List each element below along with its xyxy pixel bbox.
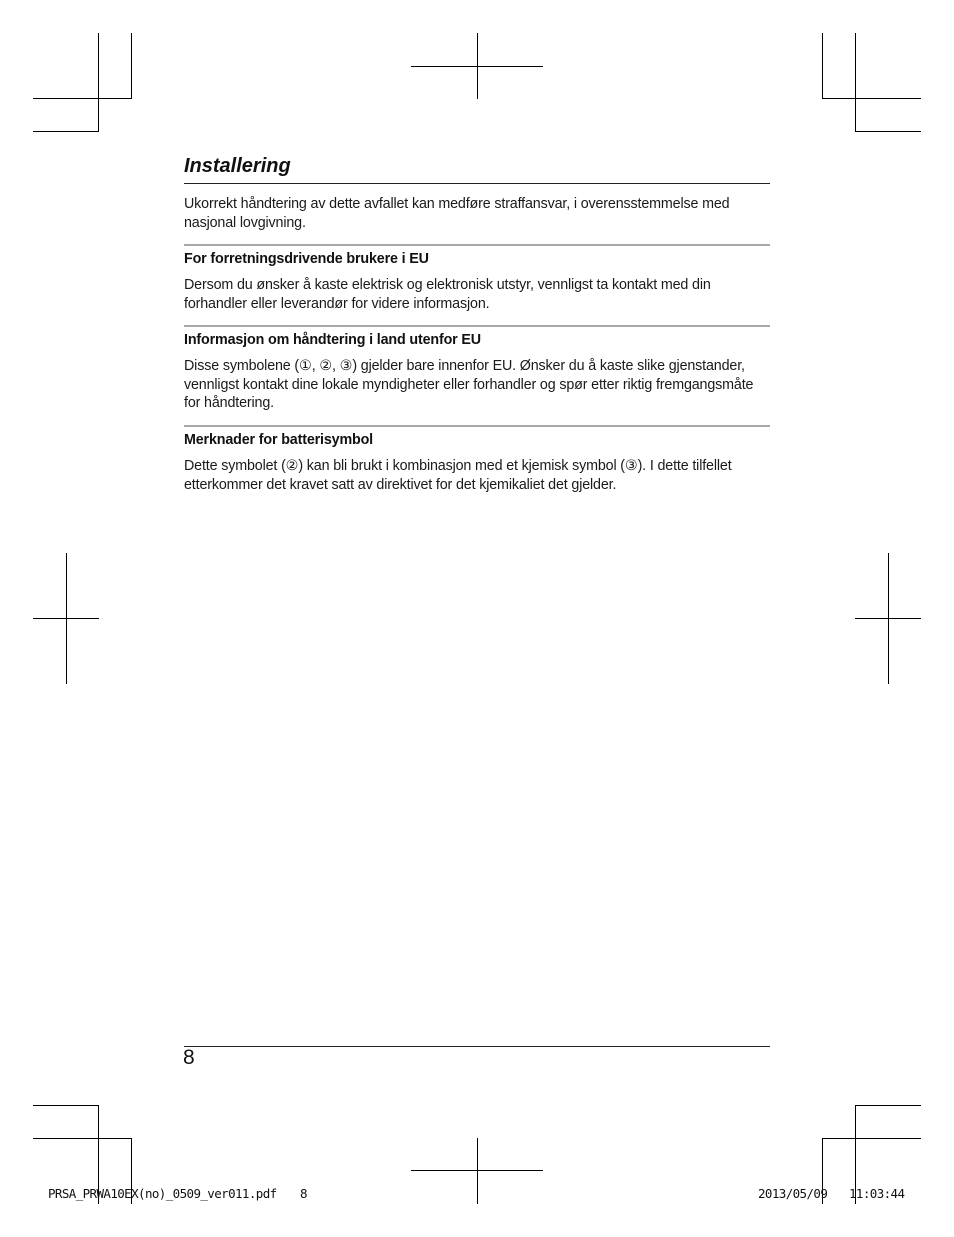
footer-rule — [184, 1046, 770, 1047]
registration-mark — [33, 618, 99, 619]
crop-mark — [855, 33, 856, 131]
crop-mark — [822, 98, 921, 99]
text-line: Dersom du ønsker å kaste elektrisk og elektronisk utstyr, vennligst ta kontakt med din — [184, 277, 711, 293]
registration-mark — [411, 66, 543, 67]
subsection-paragraph-business-eu — [184, 276, 774, 313]
text-line: Ukorrekt håndtering av dette avfallet kan medføre straffansvar, i overensstemmelse med — [184, 196, 730, 212]
title-rule — [184, 183, 770, 184]
slug-time: 11:03:44 — [849, 1186, 905, 1201]
text-line: vennligst kontakt dine lokale myndigheter eller forhandler og spør etter riktig fremgangsmåte — [184, 376, 754, 393]
text-line: for håndtering. — [184, 395, 274, 411]
slug-page: 8 — [300, 1186, 307, 1201]
crop-mark — [33, 1105, 99, 1106]
crop-mark — [33, 98, 131, 99]
section-divider — [184, 325, 770, 327]
slug-date: 2013/05/09 — [758, 1186, 828, 1201]
text-line: forhandler eller leverandør for videre informasjon. — [184, 295, 490, 312]
crop-mark — [822, 1138, 921, 1139]
text-line: etterkommer det kravet satt av direktivet for det kjemikaliet det gjelder. — [184, 476, 617, 493]
subsection-heading-outside-eu: Informasjon om håndtering i land utenfor EU — [184, 332, 481, 348]
subsection-paragraph-battery-symbol — [184, 457, 774, 494]
text-line: nasjonal lovgivning. — [184, 214, 306, 231]
crop-mark — [822, 33, 823, 99]
registration-mark — [411, 1170, 543, 1171]
registration-mark — [477, 1138, 478, 1204]
text-line: Dette symbolet (②) kan bli brukt i kombinasjon med et kjemisk symbol (③). I dette tilfellet — [184, 458, 732, 474]
subsection-heading-business-eu: For forretningsdrivende brukere i EU — [184, 251, 429, 267]
page-number: 8 — [183, 1046, 195, 1069]
subsection-heading-battery-symbol: Merknader for batterisymbol — [184, 432, 374, 448]
slug-filename: PRSA_PRWA10EX(no)_0509_ver011.pdf — [48, 1186, 277, 1201]
crop-mark — [33, 1138, 131, 1139]
text-line: Disse symbolene (①, ②, ③) gjelder bare innenfor EU. Ønsker du å kaste slike gjenstander, — [184, 358, 745, 374]
crop-mark — [855, 131, 921, 132]
crop-mark — [131, 33, 132, 99]
section-divider — [184, 244, 770, 246]
crop-mark — [855, 1105, 921, 1106]
crop-mark — [33, 131, 99, 132]
subsection-paragraph-outside-eu — [184, 357, 774, 413]
registration-mark — [855, 618, 921, 619]
section-title: Installering — [184, 155, 291, 177]
intro-paragraph — [184, 195, 774, 232]
section-divider — [184, 425, 770, 427]
crop-mark — [98, 33, 99, 131]
